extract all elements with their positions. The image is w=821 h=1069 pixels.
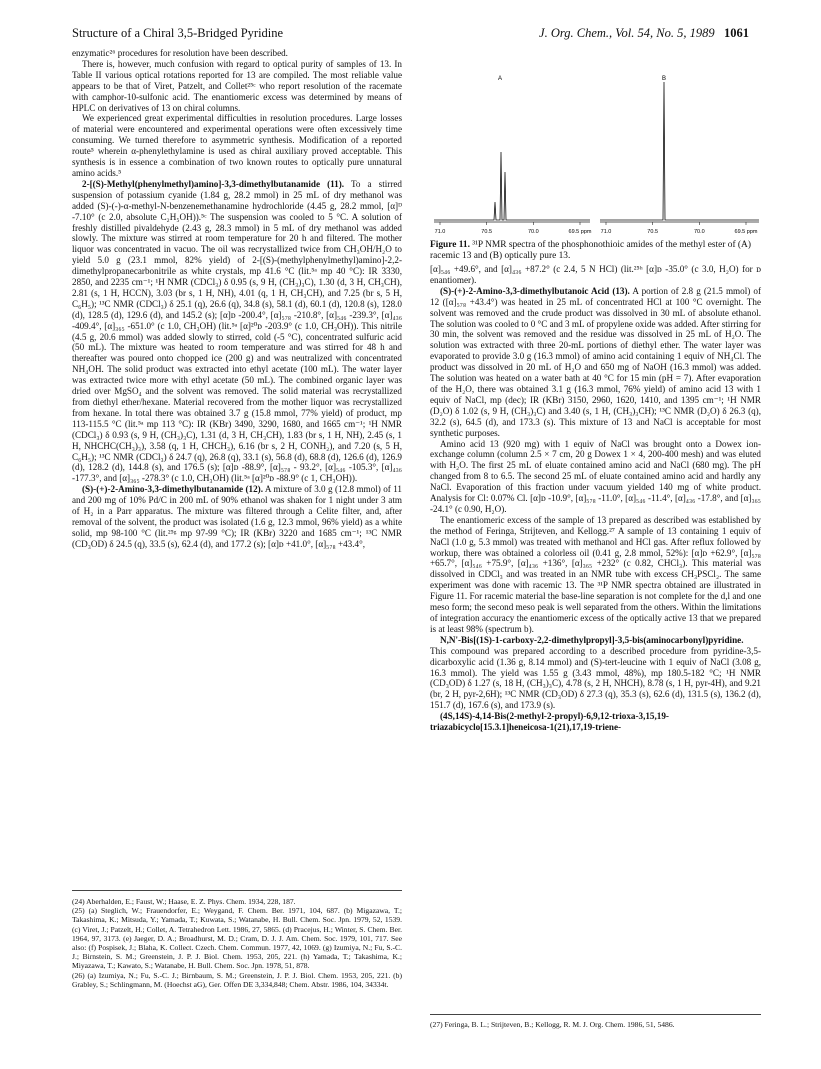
paragraph: [α]₅₄₆ +49.6°, and [α]₄₃₆ +87.2° (c 2.4, 5 N HCl) (lit.²⁵ʰ [α]ᴅ -35.0° (c 3.0, H₂O) for ᴅ enantiomer). <box>430 264 761 285</box>
paragraph: (S)-(+)-2-Amino-3,3-dimethylbutanamide (12). A mixture of 3.0 g (12.8 mmol) of 11 and 200 mg of 10% Pd/C in 200 mL of 90% ethanol was shaken for 1 night under 3 atm of H₂ in a Parr apparatus. The mixture was filtered through a Celite filter, and, after removal of the solvent, the product was isolated (1.6 g, 12.3 mmol, 96% yield) as a white solid, mp 98-100 °C (lit.²⁵ᵍ mp 97-99 °C); IR (KBr) 3220 and 1685 cm⁻¹; ¹³C NMR (CD₃OD) δ 24.5 (q), 33.5 (s), 62.4 (d), and 177.2 (s); [α]ᴅ +41.0°, [α]₅₇₈ +43.4°, <box>72 484 402 549</box>
footnote-rule-right <box>430 1014 761 1015</box>
paragraph: The enantiomeric excess of the sample of 13 prepared as described was established by the method of Feringa, Strijteven, and Kellogg.²⁷ A sample of 13 containing 1 equiv of NaCl (1.0 g, 5.3 mmol) was treated with methanol and HCl gas. After reflux followed by workup, there was obtained a colorless oil (0.41 g, 2.8 mmol, 52%): [α]ᴅ +62.9°, [α]₅₇₈ +65.7°, [α]₅₄₆ +75.9°, [α]₄₃₆ +136°, [α]₃₆₅ +232° (c 0.82, CHCl₃). This material was dissolved in CDCl₃ and was treated in an NMR tube with excess CH₃PSCl₂. The same experiment was done with racemic 13. The ³¹P NMR spectra obtained are illustrated in Figure 11. For racemic material the base-line separation is not complete for the d,l and one meso form; the second meso peak is well separated from the others. Within the limitations of integration accuracy the enantiomeric excess of the optically active 13 that we prepared is at least 98% (spectrum b). <box>430 514 761 634</box>
paragraph: We experienced great experimental difficulties in resolution procedures. Large losses of material were encountered and experimental operations were often excessively time consuming. We turned therefore to asymmetric synthesis. Modification of a reported route⁵ wherein α-phenylethylamine is used as chiral auxiliary proved acceptable. This synthesis is in essence a combination of two known routes to optically pure unnatural amino acids.⁵ <box>72 113 402 178</box>
axis-tick-label: 69.5 ppm <box>734 229 758 235</box>
paragraph: There is, however, much confusion with regard to optical purity of samples of 13. In Table II various optical rotations reported for 13 are compiled. The most reliable value appears to be that of Viret, Patzelt, and Collet²⁵ᶜ who report resolution of the racemate with camphor-10-sulfonic acid. The enantiomeric excess was determined by means of HPLC on derivatives of 13 on chiral columns. <box>72 58 402 113</box>
axis-tick-label: 70.5 <box>481 229 493 235</box>
left-footnotes <box>72 897 402 989</box>
axis-tick-label: 71.0 <box>600 229 612 235</box>
section-heading: (S)-(+)-2-Amino-3,3-dimethylbutanamide (12). <box>82 484 263 495</box>
right-column <box>430 264 761 733</box>
journal-citation: J. Org. Chem., Vol. 54, No. 5, 1989 1061 <box>539 26 749 40</box>
axis-tick-label: 71.0 <box>434 229 446 235</box>
left-column <box>72 48 402 550</box>
paragraph <box>430 711 761 733</box>
page-number: 1061 <box>724 26 749 40</box>
axis-tick-label: 69.5 ppm <box>568 229 592 235</box>
nmr-figure <box>430 52 761 238</box>
footnote-rule-left <box>72 890 402 891</box>
axis-tick-label: 70.0 <box>693 229 705 235</box>
spectrum-b <box>600 82 759 235</box>
footnote: (25) (a) Steglich, W.; Frauendorfer, E.; Weygand, F. Chem. Ber. 1971, 104, 687. (b) Migazawa, T.; Takashima, K.; Mitsuda, Y.; Yamada, T.; Kuwata, S.; Watanabe, H. Bull. Chem. Soc. Jpn. 1979, 52, 1539. (c) Viret, J.; Patzelt, H.; Collet, A. Tetrahedron Lett. 1986, 27, 5865. (d) Pracejus, H.; Winter, S. Chem. Ber. 1964, 97, 3173. (e) Jaeger, D. A.; Broadhurst, M. D.; Cram, D. J. J. Am. Chem. Soc. 1979, 101, 717. See also: (f) Pospisek, J.; Blaha, K. Collect. Czech. Chem. Commun. 1977, 42, 1069. (g) Izumiya, N.; Fu, S.-C. J.; Birnstein, S. M.; Greenstein, J. P. J. Biol. Chem. 1953, 205, 221. (h) Yamada, T.; Takashima, K.; Miyazawa, T.; Kawato, S.; Watanabe, H. Bull. Chem. Soc. Jpn. 1978, 51, 878. <box>72 906 402 971</box>
spectrum-a <box>434 152 592 235</box>
axis-tick-label: 70.0 <box>527 229 539 235</box>
right-footnotes <box>430 1020 761 1029</box>
paragraph: enzymatic²⁶ procedures for resolution have been described. <box>72 48 288 58</box>
paragraph: N,N'-Bis[(1S)-1-carboxy-2,2-dimethylpropyl]-3,5-bis(aminocarbonyl)pyridine. This compound was prepared according to a described procedure from pyridine-3,5-dicarboxylic acid (1.36 g, 8.14 mmol) and (S)-tert-leucine with 1 equiv of NaCl (3.08 g, 16.3 mmol). The yield was 1.55 g (3.43 mmol, 48%), mp 180.5-182 °C; ¹H NMR (CD₃OD) δ 1.27 (s, 18 H, (CH₃)₃C), 4.78 (s, 2 H, NHCH), 8.78 (s, 1 H, pyr-4H), and 9.21 (br, 2 H, pyr-2,6H); ¹³C NMR (CD₃OD) δ 27.3 (q), 35.3 (s), 62.6 (d), 131.5 (s), 136.2 (d), 151.7 (d), 167.6 (s), and 173.9 (s). <box>430 634 761 711</box>
figure-caption: Figure 11. ³¹P NMR spectra of the phosphonothioic amides of the methyl ester of (A) racemic 13 and (B) optically pure 13. <box>430 240 751 261</box>
section-heading: (4S,14S)-4,14-Bis(2-methyl-2-propyl)-6,9,12-trioxa-3,15,19-triazabicyclo[15.3.1]heneicosa-1(21),17,19-triene- <box>430 711 669 733</box>
footnote: (27) Feringa, B. L.; Strijteven, B.; Kellogg, R. M. J. Org. Chem. 1986, 51, 5486. <box>430 1020 675 1029</box>
running-title: Structure of a Chiral 3,5-Bridged Pyridine <box>72 26 284 40</box>
footnote: (24) Aberhalden, E.; Faust, W.; Haase, E. Z. Phys. Chem. 1934, 228, 187. <box>72 897 296 906</box>
footnote: (26) (a) Izumiya, N.; Fu, S.-C. J.; Birnbaum, S. M.; Greenstein, J. P. J. Biol. Chem. 1953, 205, 221. (b) Grabley, S.; Schlingmann, M. (Hoechst aG), Ger. Offen DE 3,334,848; Chem. Abstr. 1986, 104, 34334t. <box>72 970 402 989</box>
axis-tick-label: 70.5 <box>647 229 659 235</box>
section-heading: 2-[(S)-Methyl(phenylmethyl)amino]-3,3-dimethylbutanamide (11). <box>82 178 345 189</box>
panel-a-label: A <box>498 76 503 82</box>
panel-b-label: B <box>662 76 667 82</box>
paragraph: (S)-(+)-2-Amino-3,3-dimethylbutanoic Acid (13). A portion of 2.8 g (21.5 mmol) of 12 ([α]₅₇₈ +43.4°) was heated in 25 mL of concentrated HCl at 100 °C overnight. The solvent was removed and the crude product was dissolved in 30 mL of absolute ethanol. The solution was cooled to 0 °C and 3 mL of propylene oxide was added. After stirring for 30 min, the solvent was removed and the residue was dissolved in 25 mL of H₂O. The solution was extracted with three 20-mL portions of diethyl ether. The water layer was evaporated to provide 3.0 g (16.3 mmol) of amino acid containing 1 equiv of NH₄Cl. The product was dissolved in 20 mL of H₂O and 650 mg of NaOH (16.3 mmol) was added. The solution was heated on a water bath at 40 °C for 15 min (pH = 7). After evaporation of the H₂O, there was obtained 3.1 g (16.3 mmol, 76% yield) of amino acid 13 with 1 equiv of NaCl, mp (dec); IR (KBr) 3150, 2960, 1620, 1410, and 1395 cm⁻¹; ¹H NMR (D₂O) δ 1.02 (s, 9 H, (CH₃)₃C) and 3.40 (s, 1 H, (CH₃)₃CH); ¹³C NMR (D₂O) δ 26.3 (q), 32.2 (s), 64.5 (d), and 173.3 (s). This mixture of 13 and NaCl is acceptable for most synthetic purposes. <box>430 285 761 438</box>
section-heading: (S)-(+)-2-Amino-3,3-dimethylbutanoic Acid (13). <box>440 285 630 296</box>
section-heading: N,N'-Bis[(1S)-1-carboxy-2,2-dimethylpropyl]-3,5-bis(aminocarbonyl)pyridine. <box>440 634 744 645</box>
paragraph: Amino acid 13 (920 mg) with 1 equiv of NaCl was brought onto a Dowex ion-exchange column (column 2.5 × 7 cm, 20 g Dowex 1 × 4, 200-400 mesh) and was eluted with H₂O. The first 25 mL of eluate contained amino acid and NaCl (680 mg). The pH changed from 8 to 6.5. The second 25 mL of eluate contained amino acid and hardly any NaCl. Evaporation of this fraction under vacuum yielded 140 mg of white product. Analysis for Cl: 0.07% Cl. [α]ᴅ -10.9°, [α]₅₇₈ -11.0°, [α]₅₄₆ -11.4°, [α]₄₃₆ -17.8°, and [α]₃₆₅ -24.1° (c 0.90, H₂O). <box>430 438 761 514</box>
paragraph: 2-[(S)-Methyl(phenylmethyl)amino]-3,3-dimethylbutanamide (11). To a stirred suspension of potassium cyanide (1.84 g, 28.2 mmol) in 25 mL of dry methanol was added (S)-(-)-α-methyl-N-benzenemethanamine hydrochloride (4.45 g, 28.2 mmol, [α]ᴰ -7.10° (c 2.0, absolute C₂H₅OH)).⁵ᶜ The suspension was cooled to 5 °C. A solution of freshly distilled pivaldehyde (2.43 g, 28.3 mmol) in 5 mL of dry methanol was added slowly. The mixture was stirred at room temperature for 20 h and filtered. The mother liquor was concentrated in vacuo. The oil was recrystallized twice from CH₃OH/H₂O to yield 5.0 g (23.1 mmol, 82% yield) of 2-[(S)-(methylphenylmethyl)amino]-2,2-dimethylpropanecarbonitrile as white crystals, mp 41.6 °C (lit.⁵ᵃ mp 40 °C): IR 3330, 2850, and 2235 cm⁻¹; ¹H NMR (CDCl₃) δ 0.95 (s, 9 H, (CH₃)₃C), 1.30 (d, 3 H, CH₃CH), 2.81 (s, 1 H, HCCN), 3.03 (br s, 1 H, NH), 4.01 (q, 1 H, CH₃CH), and 7.25 (br s, 5 H, C₆H₅); ¹³C NMR (CDCl₃) δ 25.1 (q), 26.6 (q), 34.8 (s), 58.1 (d), 60.1 (d), 120.8 (s), 128.0 (d), 128.5 (d), 129.6 (d), and 145.2 (s); [α]ᴅ -200.4°, [α]₅₇₈ -210.8°, [α]₅₄₆ -239.3°, [α]₄₃₆ -409.4°, [α]₃₆₅ -651.0° (c 1.0, CH₃OH) (lit.⁵ᵃ [α]²⁰ᴅ -203.9° (c 1.0, CH₃OH)). This nitrile (4.5 g, 20.6 mmol) was added slowly to stirred, cold (-5 °C), concentrated sulfuric acid (50 mL). The mixture was heated to room temperature and was stirred for 48 h and thereafter was poured onto chopped ice (200 g) and was neutralized with concentrated NH₄OH. The solid product was extracted into ethyl acetate (100 mL). The water layer was extracted twice more with ethyl acetate (50 mL). The combined organic layer was dried over MgSO₄ and the solvent was removed. The solid material was recrystallized from diethyl ether/hexane. Material recovered from the mother liquor was recrystallized from hexane. In total there was obtained 3.7 g (15.8 mmol, 77% yield) of product, mp 113-115.5 °C (lit.⁵ᵃ mp 113 °C): IR (KBr) 3490, 3290, 1680, and 1665 cm⁻¹; ¹H NMR (CDCl₃) δ 0.93 (s, 9 H, (CH₃)₃C), 1.31 (d, 3 H, CH₃CH), 1.83 (br s, 1 H, NH), 2.45 (s, 1 H, NHCHC(CH₃)₃), 3.58 (q, 1 H, CHCH₃), 6.16 (br s, 2 H, CONH₂), and 7.20 (s, 5 H, C₆H₅); ¹³C NMR (CDCl₃) δ 24.7 (q), 26.8 (q), 33.1 (s), 56.8 (d), 68.8 (d), 126.6 (d), 126.9 (d), 128.2 (d), 144.8 (s), and 176.5 (s); [α]ᴅ -88.9°, [α]₅₇₈ - 93.2°, [α]₅₄₆ -105.3°, [α]₄₃₆ -177.3°, and [α]₃₆₅ -278.3° (c 1.0, CH₃OH) (lit.⁵ᵃ [α]²⁰ᴅ -88.9° (c 1, CH₃OH)). <box>72 178 402 484</box>
